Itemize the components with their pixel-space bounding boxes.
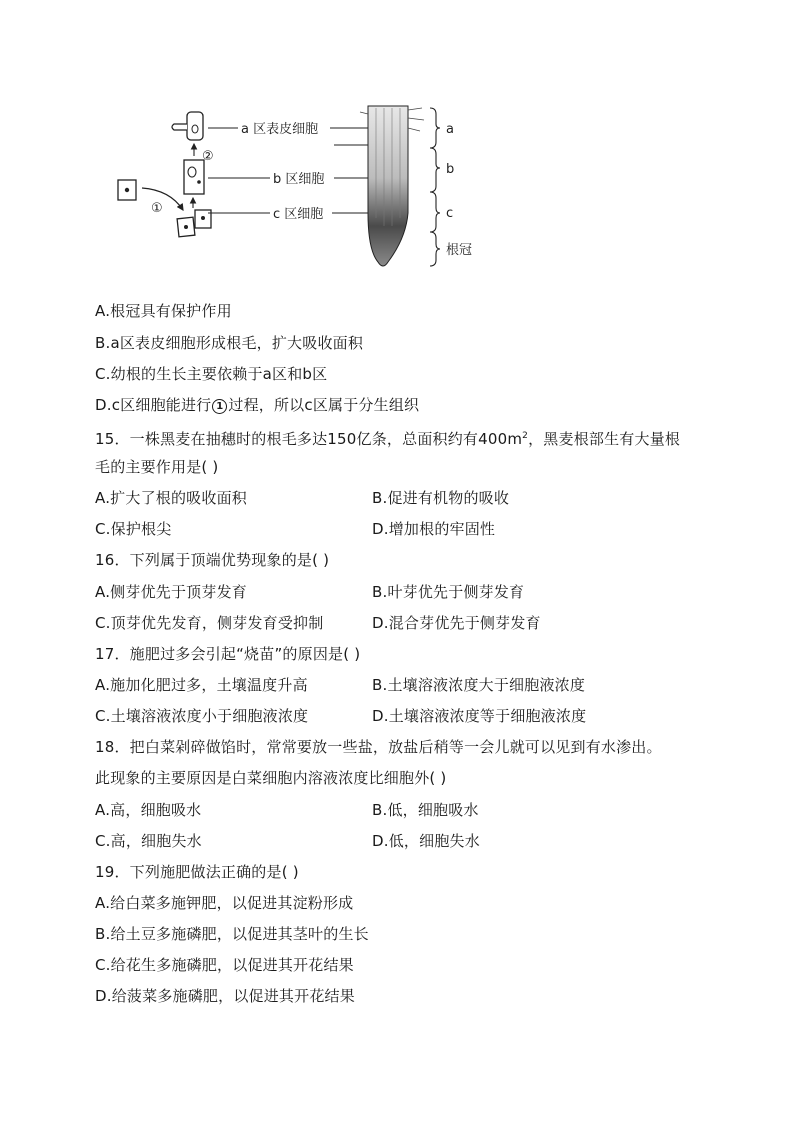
q15-stem-post: ，黑麦根部生有大量根 [528, 430, 681, 448]
q17-option-a: A.施加化肥过多，土壤温度升高 [95, 676, 308, 694]
q18-option-a: A.高，细胞吸水 [95, 801, 202, 819]
q15-option-a: A.扩大了根的吸收面积 [95, 489, 247, 507]
label-a-cell: a 区表皮细胞 [241, 122, 319, 137]
q14-option-b: B.a区表皮细胞形成根毛，扩大吸收面积 [95, 334, 364, 352]
q16-option-c: C.顶芽优先发育，侧芽发育受抑制 [95, 614, 324, 632]
step-1-mark: 1 [212, 399, 227, 414]
q19-option-a: A.给白菜多施钾肥，以促进其淀粉形成 [95, 894, 354, 912]
q17-option-d: D.土壤溶液浓度等于细胞液浓度 [372, 707, 587, 725]
q14-option-c: C.幼根的生长主要依赖于a区和b区 [95, 365, 328, 383]
q16-option-d: D.混合芽优先于侧芽发育 [372, 614, 541, 632]
q15-stem-line1 [95, 426, 680, 449]
q19-option-b: B.给土豆多施磷肥，以促进其茎叶的生长 [95, 925, 369, 943]
q18-option-c: C.高，细胞失水 [95, 832, 202, 850]
q16-stem: 16．下列属于顶端优势现象的是( ) [95, 551, 330, 569]
zone-brackets [430, 108, 440, 266]
q15-stem-pre: 15．一株黑麦在抽穗时的根毛多达150亿条，总面积约有400m [95, 430, 523, 448]
zone-c-label: c [446, 206, 454, 221]
q18-stem-line1: 18．把白菜剁碎做馅时，常常要放一些盐，放盐后稍等一会儿就可以见到有水渗出。 [95, 738, 662, 756]
q15-stem-line2: 毛的主要作用是( ) [95, 458, 219, 476]
q15-option-b: B.促进有机物的吸收 [372, 489, 510, 507]
root-tip-drawing [360, 106, 424, 266]
q14-option-d-pre: D.c区细胞能进行 [95, 396, 212, 414]
q14-option-a: A.根冠具有保护作用 [95, 302, 232, 320]
q16-option-b: B.叶芽优先于侧芽发育 [372, 583, 525, 601]
q15-option-d: D.增加根的牢固性 [372, 520, 496, 538]
q18-stem-line2: 此现象的主要原因是白菜细胞内溶液浓度比细胞外( ) [95, 769, 447, 787]
q15-option-c: C.保护根尖 [95, 520, 172, 538]
q17-stem: 17．施肥过多会引起“烧苗”的原因是( ) [95, 645, 361, 663]
q14-option-d [95, 395, 419, 415]
b-zone-cell [184, 160, 204, 194]
label-c-cell: c 区细胞 [273, 207, 324, 222]
zone-b-label: b [446, 162, 455, 177]
q16-option-a: A.侧芽优先于顶芽发育 [95, 583, 247, 601]
zone-cap-label: 根冠 [446, 243, 473, 258]
q18-option-d: D.低，细胞失水 [372, 832, 480, 850]
root-tip-diagram [108, 98, 508, 278]
step-2-label: ② [202, 149, 214, 164]
q19-option-c: C.给花生多施磷肥，以促进其开花结果 [95, 956, 354, 974]
q17-option-c: C.土壤溶液浓度小于细胞液浓度 [95, 707, 309, 725]
root-tip-figure [108, 98, 508, 278]
q18-option-b: B.低，细胞吸水 [372, 801, 479, 819]
q19-stem: 19．下列施肥做法正确的是( ) [95, 863, 299, 881]
label-b-cell: b 区细胞 [273, 172, 325, 187]
c-zone-cell-original [118, 180, 136, 200]
a-zone-epidermal-cell [172, 112, 203, 140]
zone-a-label: a [446, 122, 454, 137]
step-1-label: ① [151, 201, 163, 216]
c-zone-daughter-cells [177, 210, 211, 237]
q19-option-d: D.给菠菜多施磷肥，以促进其开花结果 [95, 987, 355, 1005]
q17-option-b: B.土壤溶液浓度大于细胞液浓度 [372, 676, 586, 694]
q15-superscript: 2 [522, 431, 529, 441]
q14-option-d-post: 过程，所以c区属于分生组织 [228, 396, 420, 414]
